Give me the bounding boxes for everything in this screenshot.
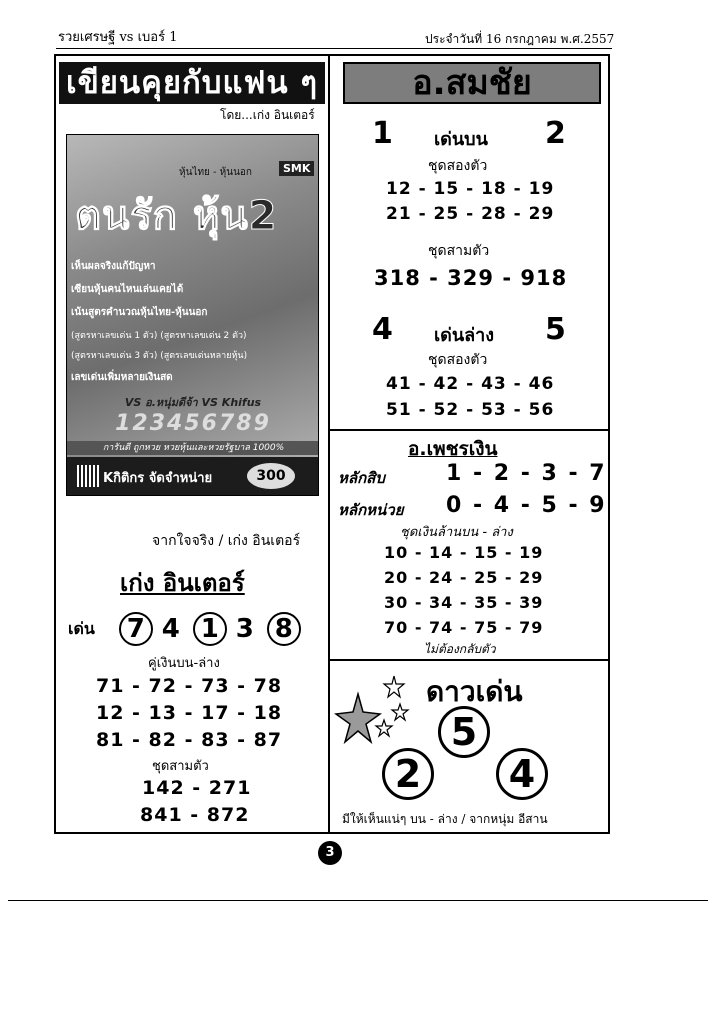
upper-num-1: 1 [372, 116, 393, 151]
page-number: 3 [318, 841, 342, 865]
large-star-icon [336, 694, 380, 742]
brand-badge: SMK [279, 161, 314, 176]
units-label: หลักหน่วย [338, 501, 404, 519]
from-line: จากใจจริง / เก่ง อินเตอร์ [152, 533, 301, 549]
pair-row-3: 81 - 82 - 83 - 87 [96, 729, 283, 751]
guarantee-strip: การันตี ถูกหวย หวยหุ้นและหวยรัฐบาล 1000% [67, 441, 319, 455]
bullet-3: เน้นสูตรคำนวณหุ้นไทย-หุ้นนอก [71, 307, 208, 318]
byline: โดย...เก่ง อินเตอร์ [220, 108, 315, 122]
column-divider [328, 54, 330, 834]
mid-title: อ.เพชรเงิน [408, 438, 498, 460]
triple-label: ชุดสามตัว [152, 759, 209, 774]
pair-label: คู่เงินบน-ล่าง [148, 656, 220, 671]
book-bullets [71, 259, 315, 436]
mid-row-3: 30 - 34 - 35 - 39 [384, 593, 544, 612]
book-footer [67, 457, 319, 496]
two-label: ชุดสองตัว [428, 158, 488, 174]
section-divider-1 [330, 429, 610, 431]
left-banner: เขียนคุยกับแฟน ๆ [59, 62, 325, 104]
featured-digits [119, 612, 307, 646]
book-title: ตนรัก หุ้น2 [75, 193, 278, 239]
right-banner: อ.สมชัย [343, 62, 601, 104]
two-label-2: ชุดสองตัว [428, 352, 488, 368]
triple-row-1: 142 - 271 [142, 777, 252, 799]
lower-label: เด่นล่าง [434, 325, 495, 346]
mid-row-4: 70 - 74 - 75 - 79 [384, 618, 544, 637]
plain-digit: 3 [235, 614, 254, 644]
star-footer: มีให้เห็นแน่ๆ บน - ล่าง / จากหนุ่ม อีสาน [342, 812, 548, 826]
mid-sub-label: ชุดเงินล้านบน - ล่าง [400, 525, 513, 540]
bullet-2: เซียนหุ้นคนไหนเล่นเคยได้ [71, 284, 184, 295]
upper-label: เด่นบน [434, 129, 488, 150]
lower-num-2: 5 [545, 312, 566, 347]
small-star-icon [376, 720, 392, 736]
star-circle-2: 2 [382, 748, 434, 800]
two-row-2: 21 - 25 - 28 - 29 [386, 204, 555, 224]
small-star-icon [384, 676, 404, 697]
triple-row-2: 841 - 872 [140, 804, 250, 826]
price-badge: 300 [247, 463, 295, 489]
tens-label: หลักสิบ [338, 469, 385, 487]
featured-label: เด่น [68, 618, 95, 638]
book-advertisement [66, 134, 319, 496]
bottom-rule [8, 900, 708, 901]
book-top-text: หุ้นไทย - หุ้นนอก [179, 167, 252, 178]
small-star-icon [392, 704, 408, 720]
mid-row-1: 10 - 14 - 15 - 19 [384, 543, 544, 562]
star-circle-1: 5 [438, 706, 490, 758]
three-row: 318 - 329 - 918 [374, 266, 568, 290]
stars-decoration [334, 672, 420, 746]
plain-digit: 4 [161, 614, 180, 644]
pair-row-1: 71 - 72 - 73 - 78 [96, 675, 283, 697]
formula-row-1: (สูตรหาเลขเด่น 1 ตัว) (สูตรหาเลขเด่น 2 ตัว) [71, 331, 247, 341]
header-left-text: รวยเศรษฐี vs เบอร์ 1 [58, 30, 178, 45]
book-vs-line: VS อ.หนุ่มดีจ้า VS Khifus [124, 396, 262, 409]
pair-row-2: 12 - 13 - 17 - 18 [96, 702, 283, 724]
publisher: Kกิติกร จัดจำหน่าย [103, 471, 213, 486]
bullet-1: เห็นผลจริงแก้ปัญหา [71, 261, 156, 272]
circled-digit: 8 [267, 612, 301, 646]
mid-note: ไม่ต้องกลับตัว [424, 642, 496, 656]
featured-digits-row [68, 607, 307, 651]
circled-digit: 7 [119, 612, 153, 646]
three-label: ชุดสามตัว [428, 243, 490, 259]
star-title: ดาวเด่น [426, 675, 523, 708]
barcode-icon [77, 465, 99, 487]
two-row-1: 12 - 15 - 18 - 19 [386, 179, 555, 199]
lower-num-1: 4 [372, 312, 393, 347]
header-date: ประจำวันที่ 16 กรกฎาคม พ.ศ.2557 [425, 32, 615, 46]
header-rule [56, 48, 612, 49]
units-digits: 0 - 4 - 5 - 9 [446, 493, 607, 518]
mid-row-2: 20 - 24 - 25 - 29 [384, 568, 544, 587]
two-row-2-1: 41 - 42 - 43 - 46 [386, 374, 555, 394]
bullet-last: เลขเด่นเพิ่มหลายเงินสด [71, 372, 173, 383]
book-digits: 123456789 [115, 411, 271, 436]
circled-digit: 1 [193, 612, 227, 646]
two-row-2-2: 51 - 52 - 53 - 56 [386, 400, 555, 420]
author-name: เก่ง อินเตอร์ [120, 569, 245, 597]
tens-digits: 1 - 2 - 3 - 7 [446, 461, 607, 486]
formula-row-2: (สูตรหาเลขเด่น 3 ตัว) (สูตรเลขเด่นหลายหุ้น) [71, 351, 248, 361]
section-divider-2 [330, 659, 610, 661]
upper-num-2: 2 [545, 116, 566, 151]
star-circle-3: 4 [496, 748, 548, 800]
